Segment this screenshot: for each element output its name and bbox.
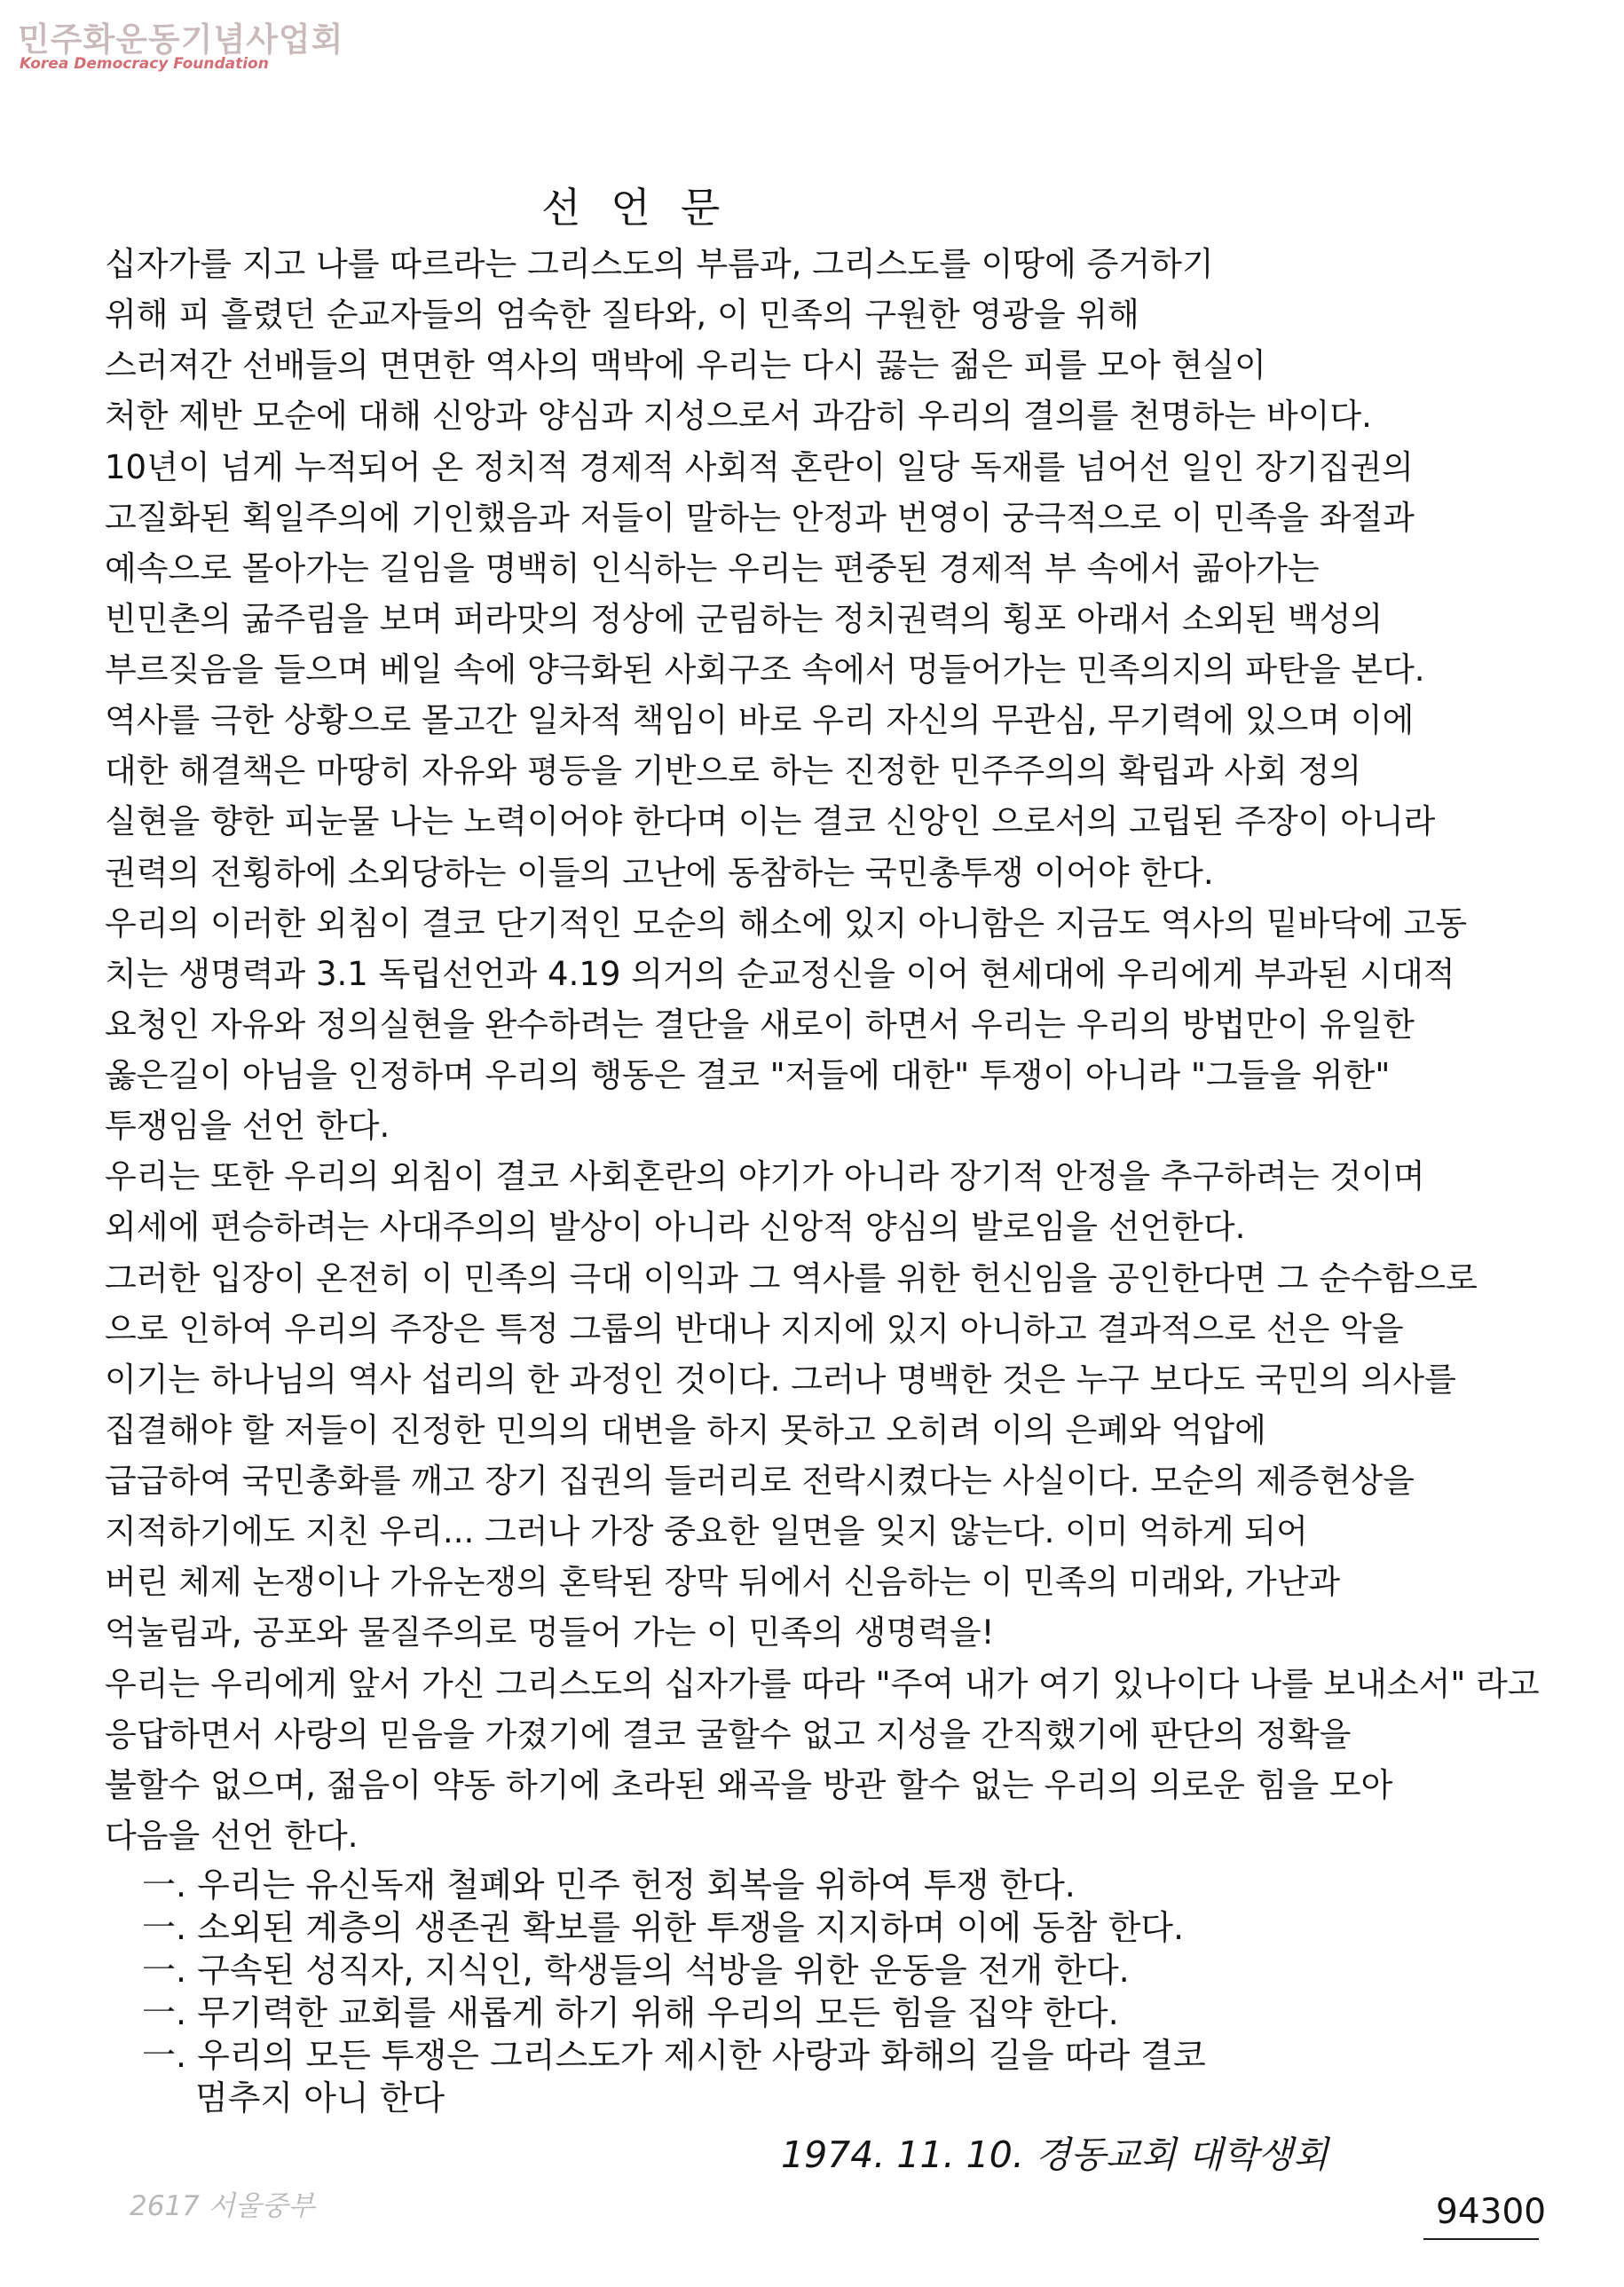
body-line: 위해 피 흘렸던 순교자들의 엄숙한 질타와, 이 민족의 구원한 영광을 위해 [105,296,1139,334]
body-line: 옳은길이 아님을 인정하며 우리의 행동은 결코 "저들에 대한" 투쟁이 아니라 "그들을 위한" [105,1056,1391,1094]
body-line: 이기는 하나님의 역사 섭리의 한 과정인 것이다. 그러나 명백한 것은 누구 보다도 국민의 의사를 [105,1360,1456,1399]
body-line: 우리의 이러한 외침이 결코 단기적인 모순의 해소에 있지 아니함은 지금도 역사의 밑바닥에 고동 [105,904,1468,942]
resolution-item: 一. 우리는 유신독재 철폐와 민주 헌정 회복을 위하여 투쟁 한다. [142,1865,1076,1905]
body-line: 역사를 극한 상황으로 몰고간 일차적 책임이 바로 우리 자신의 무관심, 무기력에 있으며 이에 [105,701,1415,739]
body-line: 요청인 자유와 정의실현을 완수하려는 결단을 새로이 하면서 우리는 우리의 방법만이 유일한 [105,1005,1415,1044]
body-line: 실현을 향한 피눈물 나는 노력이어야 한다며 이는 결코 신앙인 으로서의 고립된 주장이 아니라 [105,802,1436,840]
body-line: 다음을 선언 한다. [105,1817,359,1855]
body-line: 우리는 또한 우리의 외침이 결코 사회혼란의 야기가 아니라 장기적 안정을 추구하려는 것이며 [105,1157,1425,1195]
body-line: 예속으로 몰아가는 길임을 명백히 인식하는 우리는 편중된 경제적 부 속에서 곪아가는 [105,549,1320,588]
resolution-item: 一. 소외된 계층의 생존권 확보를 위한 투쟁을 지지하며 이에 동참 한다. [142,1908,1185,1947]
watermark-logo-english: Korea Democracy Foundation [20,55,269,73]
body-line: 으로 인하여 우리의 주장은 특정 그룹의 반대나 지지에 있지 아니하고 결과적으로 선은 악을 [105,1310,1404,1348]
body-line: 억눌림과, 공포와 물질주의로 멍들어 가는 이 민족의 생명력을! [105,1613,995,1652]
body-line: 빈민촌의 굶주림을 보며 퍼라맛의 정상에 군림하는 정치권력의 횡포 아래서 소외된 백성의 [105,600,1384,638]
body-line: 부르짖음을 들으며 베일 속에 양극화된 사회구조 속에서 멍들어가는 민족의지의 파탄을 본다. [105,651,1425,689]
body-line: 처한 제반 모순에 대해 신앙과 양심과 지성으로서 과감히 우리의 결의를 천명하는 바이다. [105,397,1372,435]
body-line: 스러져간 선배들의 면면한 역사의 맥박에 우리는 다시 끓는 젊은 피를 모아 현실이 [105,346,1266,384]
body-line: 응답하면서 사랑의 믿음을 가졌기에 결코 굴할수 없고 지성을 간직했기에 판단의 정확을 [105,1715,1352,1754]
faded-stamp: 2617 서울중부 [130,2190,315,2222]
body-line: 10년이 넘게 누적되어 온 정치적 경제적 사회적 혼란이 일당 독재를 넘어선 일인 장기집권의 [105,448,1414,486]
body-line: 그러한 입장이 온전히 이 민족의 극대 이익과 그 역사를 위한 헌신임을 공인한다면 그 순수함으로 [105,1259,1478,1297]
body-line: 버린 체제 논쟁이나 가유논쟁의 혼탁된 장막 뒤에서 신음하는 이 민족의 미래와, 가난과 [105,1563,1341,1601]
body-line: 투쟁임을 선언 한다. [105,1107,390,1145]
body-line: 대한 해결책은 마땅히 자유와 평등을 기반으로 하는 진정한 민주주의의 확립과 사회 정의 [105,752,1362,790]
resolution-item: 一. 구속된 성직자, 지식인, 학생들의 석방을 위한 운동을 전개 한다. [142,1951,1130,1990]
watermark-logo-korean: 민주화운동기념사업회 [18,20,344,59]
signature-date-line: 1974. 11. 10. 경동교회 대학생회 [781,2133,1328,2176]
resolution-item: 멈추지 아니 한다 [195,2078,445,2117]
resolution-item: 一. 무기력한 교회를 새롭게 하기 위해 우리의 모든 힘을 집약 한다. [142,1993,1119,2032]
document-number-underline [1423,2238,1539,2240]
document-title: 선언문 [541,184,751,232]
body-line: 권력의 전횡하에 소외당하는 이들의 고난에 동참하는 국민총투쟁 이어야 한다. [105,854,1214,892]
document-number: 94300 [1436,2192,1547,2232]
body-line: 외세에 편승하려는 사대주의의 발상이 아니라 신앙적 양심의 발로임을 선언한다. [105,1208,1246,1246]
body-line: 불할수 없으며, 젊음이 약동 하기에 초라된 왜곡을 방관 할수 없는 우리의 의로운 힘을 모아 [105,1766,1393,1804]
resolution-item: 一. 우리의 모든 투쟁은 그리스도가 제시한 사랑과 화해의 길을 따라 결코 [142,2036,1206,2075]
body-line: 고질화된 획일주의에 기인했음과 저들이 말하는 안정과 번영이 궁극적으로 이 민족을 좌절과 [105,499,1415,537]
body-line: 십자가를 지고 나를 따르라는 그리스도의 부름과, 그리스도를 이땅에 증거하기 [105,245,1214,283]
body-line: 지적하기에도 지친 우리... 그러나 가장 중요한 일면을 잊지 않는다. 이미 억하게 되어 [105,1512,1308,1550]
body-line: 우리는 우리에게 앞서 가신 그리스도의 십자가를 따라 "주여 내가 여기 있나이다 나를 보내소서" 라고 [105,1665,1540,1703]
body-line: 치는 생명력과 3.1 독립선언과 4.19 의거의 순교정신을 이어 현세대에 우리에게 부과된 시대적 [105,955,1455,993]
body-line: 집결해야 할 저들이 진정한 민의의 대변을 하지 못하고 오히려 이의 은폐와 억압에 [105,1411,1266,1449]
body-line: 급급하여 국민총화를 깨고 장기 집권의 들러리로 전락시켰다는 사실이다. 모순의 제증현상을 [105,1462,1415,1500]
